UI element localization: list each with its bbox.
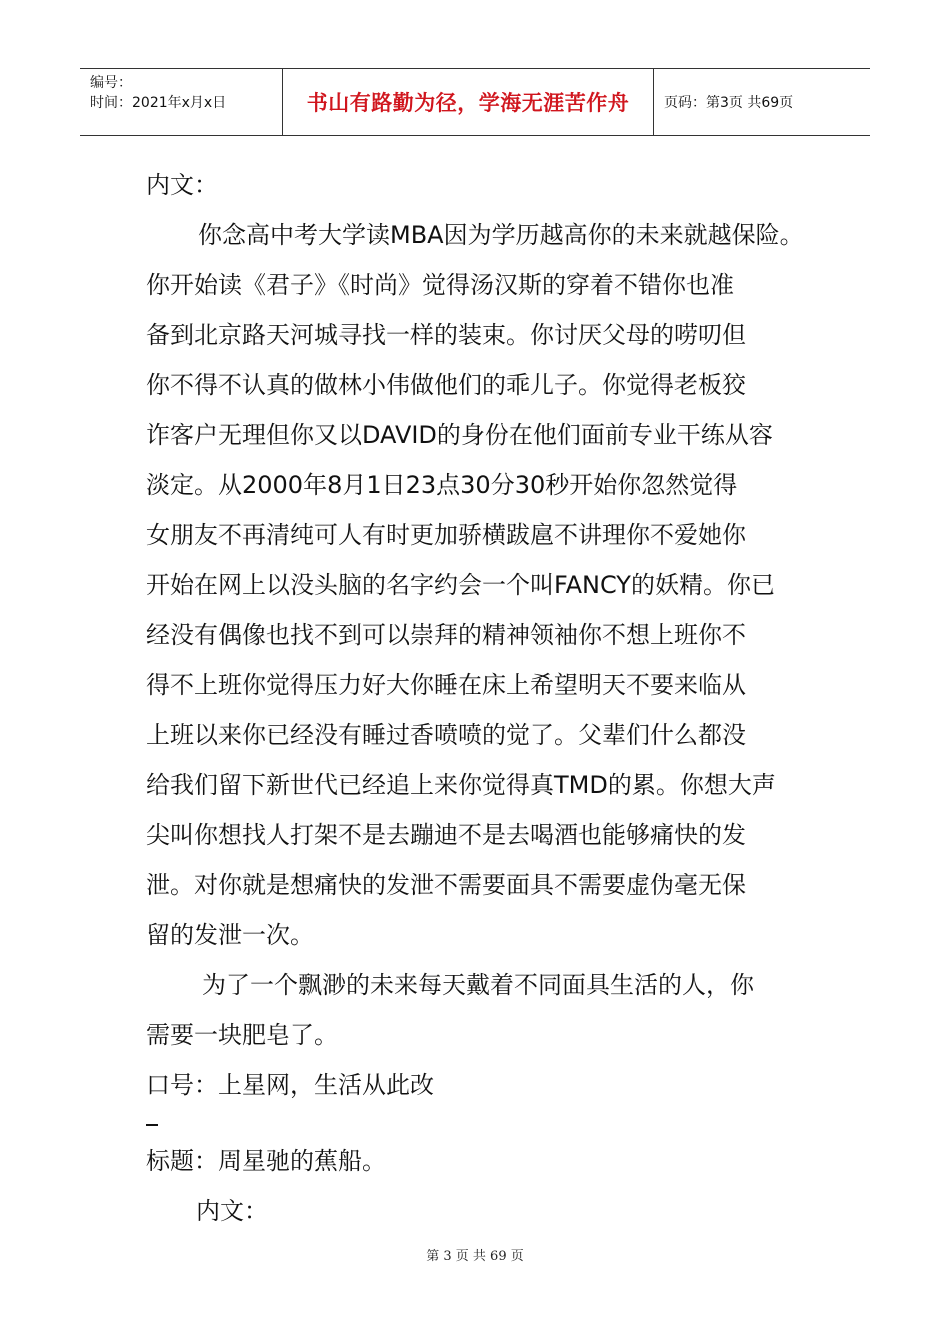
slogan-line: 口号：上星网，生活从此改 xyxy=(146,1071,434,1099)
body-line: 你开始读《君子》《时尚》觉得汤汉斯的穿着不错你也准 xyxy=(146,271,734,299)
body-line: 女朋友不再清纯可人有时更加骄横跋扈不讲理你不爱她你 xyxy=(146,521,746,549)
body-line: 你不得不认真的做林小伟做他们的乖儿子。你觉得老板狡 xyxy=(146,371,746,399)
title-line: 标题：周星驰的蕉船。 xyxy=(146,1147,386,1175)
body-line: 诈客户无理但你又以DAVID的身份在他们面前专业干练从容 xyxy=(146,421,773,449)
body-line: 上班以来你已经没有睡过香喷喷的觉了。父辈们什么都没 xyxy=(146,721,746,749)
header-motto: 书山有路勤为径，学海无涯苦作舟 xyxy=(282,69,654,135)
body-line: 给我们留下新世代已经追上来你觉得真TMD的累。你想大声 xyxy=(146,771,776,799)
body-line: 淡定。从2000年8月1日23点30分30秒开始你忽然觉得 xyxy=(146,471,738,499)
body-line: 泄。对你就是想痛快的发泄不需要面具不需要虚伪毫无保 xyxy=(146,871,746,899)
body-line: 得不上班你觉得压力好大你睡在床上希望明天不要来临从 xyxy=(146,671,746,699)
time-label: 时间：2021年x月x日 xyxy=(90,95,227,111)
page-header xyxy=(80,68,870,136)
body-line: 备到北京路天河城寻找一样的装束。你讨厌父母的唠叨但 xyxy=(146,321,746,349)
body-line: 为了一个飘渺的未来每天戴着不同面具生活的人，你 xyxy=(202,971,754,999)
body-line: 留的发泄一次。 xyxy=(146,921,314,949)
header-meta xyxy=(80,69,282,135)
body-line: 尖叫你想找人打架不是去蹦迪不是去喝酒也能够痛快的发 xyxy=(146,821,746,849)
body-line: 内文： xyxy=(196,1197,268,1225)
body-line: 需要一块肥皂了。 xyxy=(146,1021,338,1049)
document-body xyxy=(146,160,816,1236)
body-line: 经没有偶像也找不到可以崇拜的精神领袖你不想上班你不 xyxy=(146,621,746,649)
body-line: 内文： xyxy=(146,171,218,199)
number-label: 编号： xyxy=(90,75,132,91)
body-line: 开始在网上以没头脑的名字约会一个叫FANCY的妖精。你已 xyxy=(146,571,775,599)
blank-line xyxy=(146,1110,816,1136)
body-line: 你念高中考大学读MBA因为学历越高你的未来就越保险。 xyxy=(198,221,804,249)
page-footer: 第 3 页 共 69 页 xyxy=(426,1249,524,1264)
header-page-code: 页码：第3页 共69页 xyxy=(664,95,794,111)
separator-mark xyxy=(146,1124,158,1126)
